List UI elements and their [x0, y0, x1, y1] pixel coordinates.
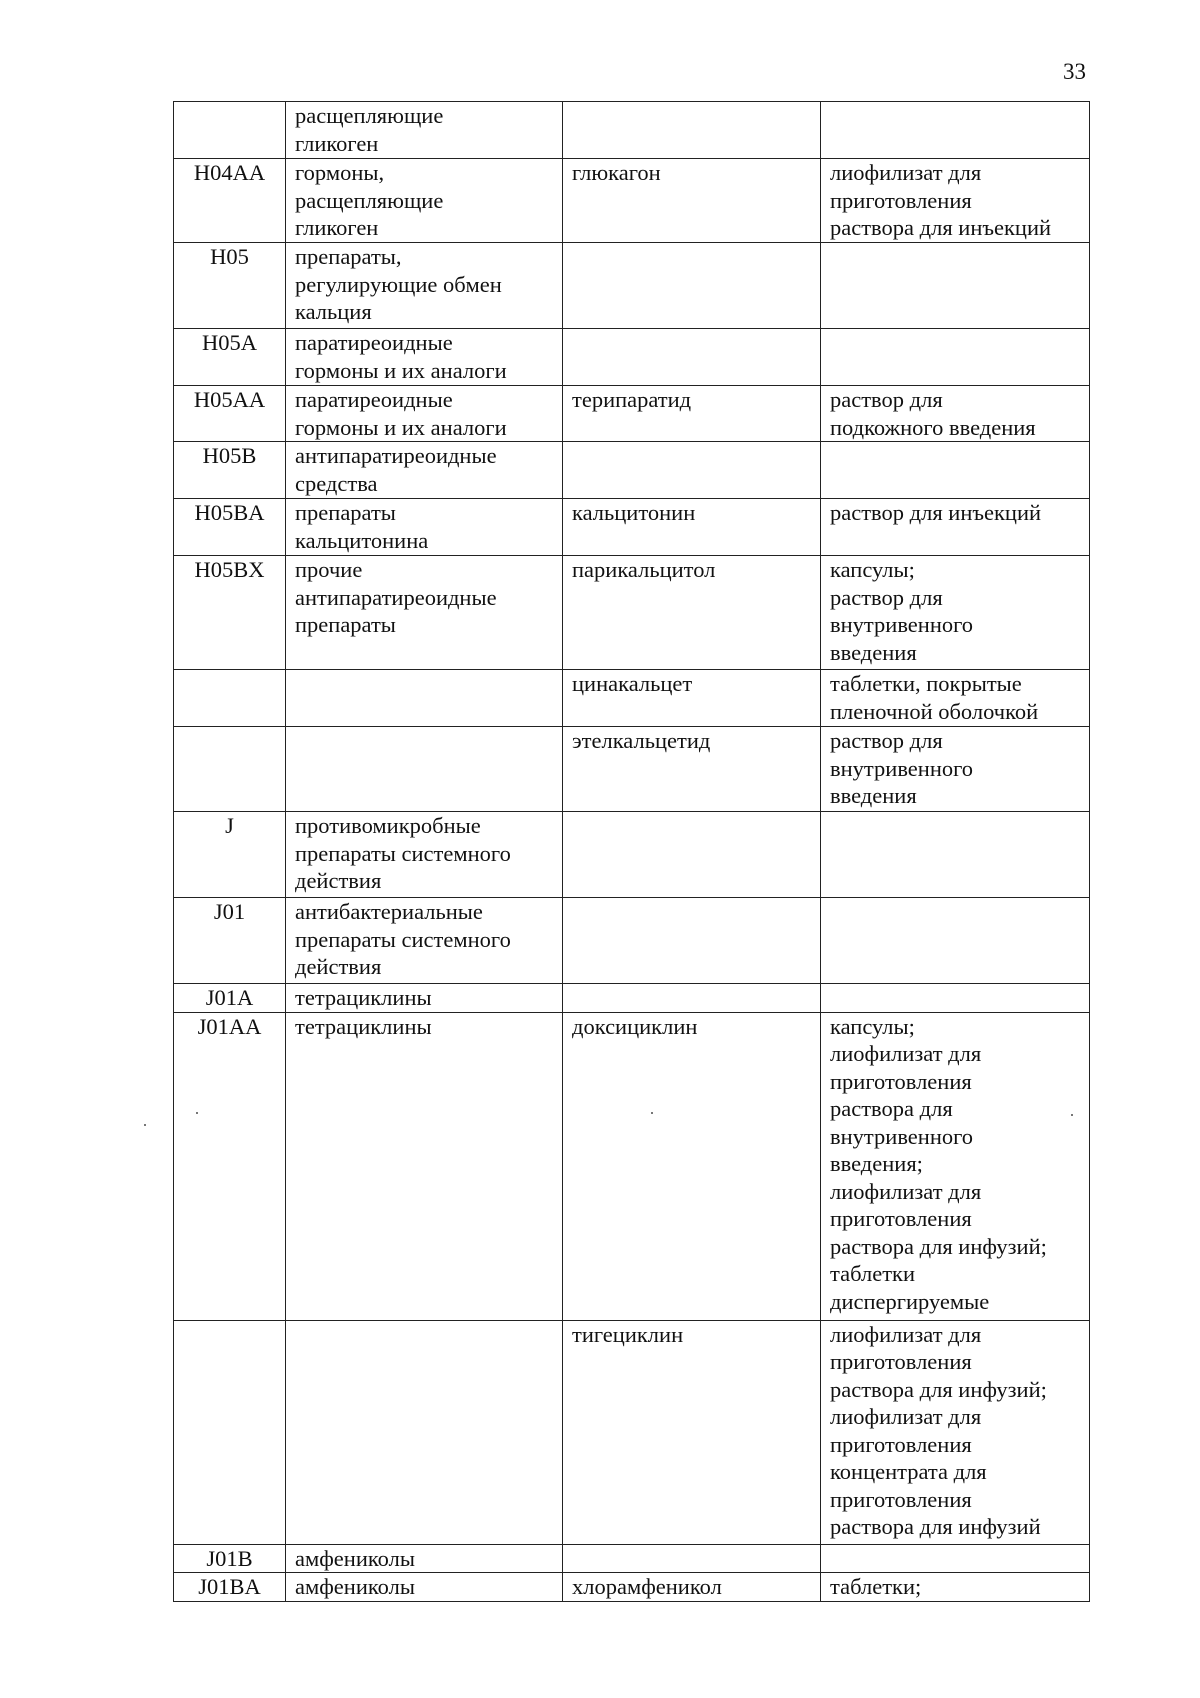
substance-cell [563, 102, 821, 159]
atc-code-cell: H05A [174, 329, 286, 386]
drug-classification-table [173, 101, 1090, 1602]
table-row [174, 556, 1090, 670]
dosage-form-cell: таблетки; [821, 1573, 1090, 1602]
substance-cell: терипаратид [563, 386, 821, 442]
scan-speck [1071, 1114, 1073, 1116]
substance-cell [563, 329, 821, 386]
dosage-form-cell: раствор для инъекций [821, 499, 1090, 556]
group-name-cell: паратиреоидные гормоны и их аналоги [286, 386, 563, 442]
substance-cell [563, 243, 821, 329]
substance-cell: цинакальцет [563, 670, 821, 727]
group-name-cell: паратиреоидные гормоны и их аналоги [286, 329, 563, 386]
scan-speck [651, 1112, 653, 1114]
substance-cell [563, 984, 821, 1013]
substance-cell: этелкальцетид [563, 727, 821, 812]
table-row [174, 442, 1090, 499]
table-row [174, 243, 1090, 329]
group-name-cell [286, 1320, 563, 1544]
atc-code-cell: H05BA [174, 499, 286, 556]
table-row [174, 812, 1090, 898]
dosage-form-cell [821, 243, 1090, 329]
table-row [174, 670, 1090, 727]
table-row [174, 1012, 1090, 1320]
table-row [174, 984, 1090, 1013]
dosage-form-cell [821, 898, 1090, 984]
table-row [174, 1544, 1090, 1573]
table-row [174, 898, 1090, 984]
table-row [174, 1320, 1090, 1544]
scan-speck [144, 1124, 146, 1126]
dosage-form-cell [821, 1544, 1090, 1573]
page-number: 33 [1063, 59, 1086, 84]
table-row [174, 1573, 1090, 1602]
atc-code-cell: H05 [174, 243, 286, 329]
group-name-cell: препараты кальцитонина [286, 499, 563, 556]
group-name-cell: антибактериальные препараты системного действия [286, 898, 563, 984]
table-row [174, 386, 1090, 442]
substance-cell: парикальцитол [563, 556, 821, 670]
dosage-form-cell [821, 984, 1090, 1013]
group-name-cell: тетрациклины [286, 1012, 563, 1320]
group-name-cell: прочие антипаратиреоидные препараты [286, 556, 563, 670]
atc-code-cell: J01 [174, 898, 286, 984]
group-name-cell: расщепляющие гликоген [286, 102, 563, 159]
atc-code-cell: J01AA [174, 1012, 286, 1320]
group-name-cell [286, 670, 563, 727]
substance-cell [563, 442, 821, 499]
substance-cell: кальцитонин [563, 499, 821, 556]
table-row [174, 159, 1090, 243]
table-row [174, 499, 1090, 556]
substance-cell: тигециклин [563, 1320, 821, 1544]
substance-cell [563, 898, 821, 984]
group-name-cell: противомикробные препараты системного действия [286, 812, 563, 898]
atc-code-cell: H04AA [174, 159, 286, 243]
group-name-cell: гормоны, расщепляющие гликоген [286, 159, 563, 243]
substance-cell: доксициклин [563, 1012, 821, 1320]
dosage-form-cell [821, 442, 1090, 499]
group-name-cell: антипаратиреоидные средства [286, 442, 563, 499]
atc-code-cell [174, 1320, 286, 1544]
atc-code-cell: J01B [174, 1544, 286, 1573]
atc-code-cell: H05AA [174, 386, 286, 442]
dosage-form-cell: таблетки, покрытые пленочной оболочкой [821, 670, 1090, 727]
table-row [174, 102, 1090, 159]
atc-code-cell: H05BX [174, 556, 286, 670]
atc-code-cell [174, 670, 286, 727]
dosage-form-cell: лиофилизат для приготовления раствора для инъекций [821, 159, 1090, 243]
group-name-cell [286, 727, 563, 812]
group-name-cell: тетрациклины [286, 984, 563, 1013]
dosage-form-cell: капсулы; лиофилизат для приготовления раствора для внутривенного введения; лиофилизат для приготовления раствора для инфузий; таблетки диспергируемые [821, 1012, 1090, 1320]
atc-code-cell: H05B [174, 442, 286, 499]
atc-code-cell [174, 102, 286, 159]
atc-code-cell: J [174, 812, 286, 898]
dosage-form-cell: раствор для внутривенного введения [821, 727, 1090, 812]
substance-cell [563, 1544, 821, 1573]
dosage-form-cell: лиофилизат для приготовления раствора для инфузий; лиофилизат для приготовления концентрата для приготовления раствора для инфузий [821, 1320, 1090, 1544]
dosage-form-cell [821, 102, 1090, 159]
group-name-cell: препараты, регулирующие обмен кальция [286, 243, 563, 329]
substance-cell: глюкагон [563, 159, 821, 243]
group-name-cell: амфениколы [286, 1573, 563, 1602]
table-row [174, 329, 1090, 386]
table-row [174, 727, 1090, 812]
dosage-form-cell: раствор для подкожного введения [821, 386, 1090, 442]
dosage-form-cell [821, 812, 1090, 898]
substance-cell: хлорамфеникол [563, 1573, 821, 1602]
substance-cell [563, 812, 821, 898]
atc-code-cell [174, 727, 286, 812]
group-name-cell: амфениколы [286, 1544, 563, 1573]
dosage-form-cell [821, 329, 1090, 386]
atc-code-cell: J01A [174, 984, 286, 1013]
atc-code-cell: J01BA [174, 1573, 286, 1602]
scan-speck [196, 1112, 198, 1114]
dosage-form-cell: капсулы; раствор для внутривенного введения [821, 556, 1090, 670]
